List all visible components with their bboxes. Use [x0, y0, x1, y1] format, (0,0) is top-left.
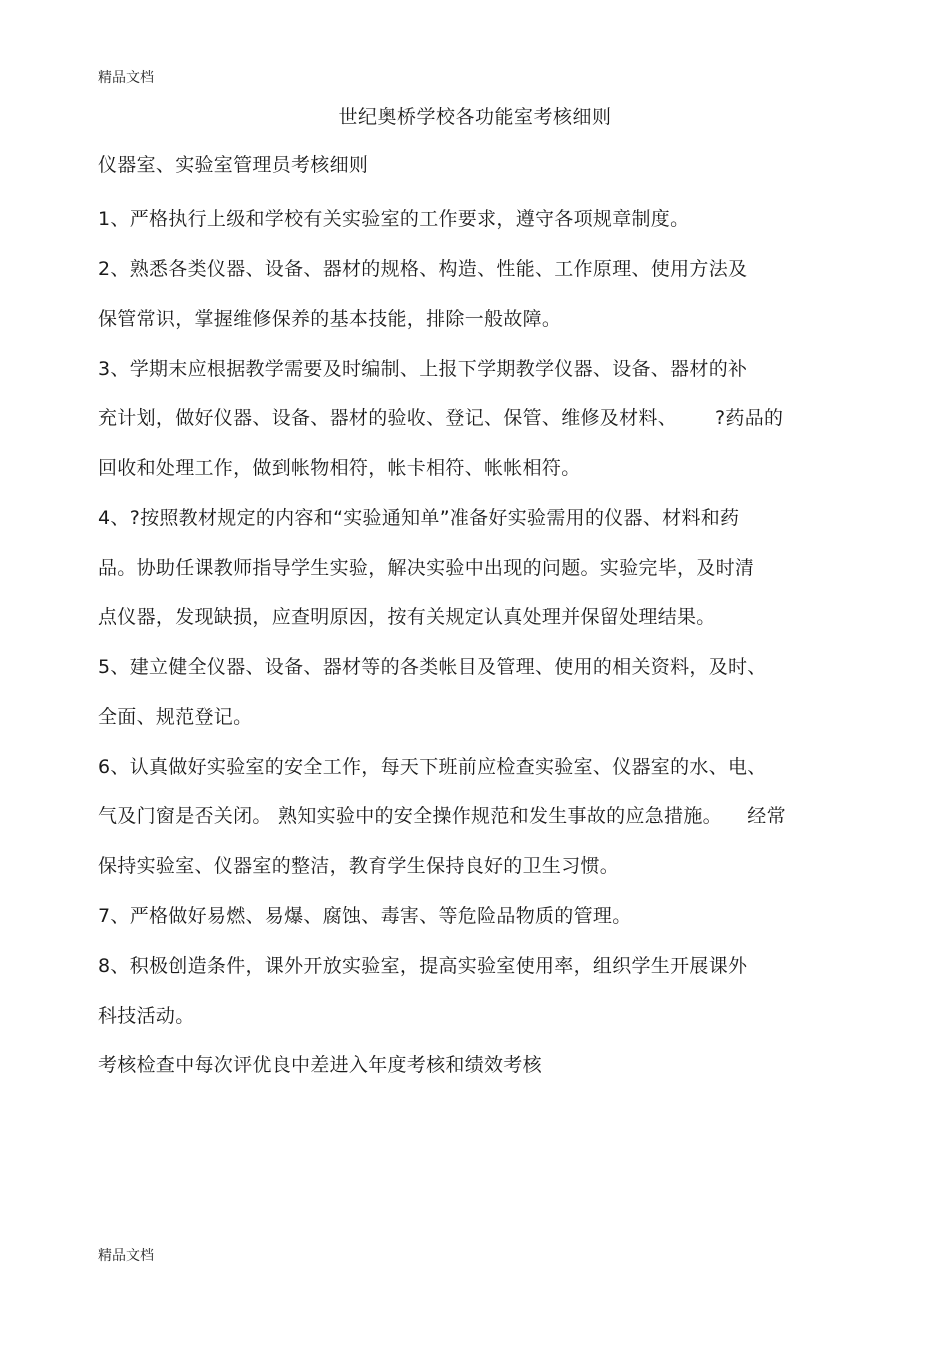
paragraph-line: 6、认真做好实验室的安全工作，每天下班前应检查实验室、仪器室的水、电、 — [98, 756, 767, 778]
paragraph-line: 2、熟悉各类仪器、设备、器材的规格、构造、性能、工作原理、使用方法及 — [98, 258, 748, 280]
paragraph-line: 充计划，做好仪器、设备、器材的验收、登记、保管、维修及材料、 ?药品的 — [98, 407, 784, 429]
paragraph-line: 点仪器，发现缺损，应查明原因，按有关规定认真处理并保留处理结果。 — [98, 606, 716, 628]
header-tag: 精品文档 — [98, 70, 154, 86]
paragraph-line: 8、积极创造条件，课外开放实验室，提高实验室使用率，组织学生开展课外 — [98, 955, 748, 977]
paragraph-line: 4、?按照教材规定的内容和“实验通知单”准备好实验需用的仪器、材料和药 — [98, 507, 740, 529]
paragraph-line: 1、严格执行上级和学校有关实验室的工作要求，遵守各项规章制度。 — [98, 208, 690, 230]
paragraph-line: 5、建立健全仪器、设备、器材等的各类帐目及管理、使用的相关资料，及时、 — [98, 656, 767, 678]
paragraph-line: 3、学期末应根据教学需要及时编制、上报下学期教学仪器、设备、器材的补 — [98, 358, 748, 380]
paragraph-line: 回收和处理工作，做到帐物相符，帐卡相符、帐帐相符。 — [98, 457, 581, 479]
paragraph-line: 科技活动。 — [98, 1005, 195, 1027]
footer-tag: 精品文档 — [98, 1248, 154, 1264]
paragraph-line: 保持实验室、仪器室的整洁，教育学生保持良好的卫生习惯。 — [98, 855, 620, 877]
paragraph-line: 全面、规范登记。 — [98, 706, 253, 728]
document-title: 世纪奥桥学校各功能室考核细则 — [338, 106, 612, 128]
paragraph-line: 保管常识，掌握维修保养的基本技能，排除一般故障。 — [98, 308, 562, 330]
paragraph-line: 7、严格做好易燃、易爆、腐蚀、毒害、等危险品物质的管理。 — [98, 905, 632, 927]
paragraph-line: 气及门窗是否关闭。 熟知实验中的安全操作规范和发生事故的应急措施。 经常 — [98, 805, 786, 827]
closing-line: 考核检查中每次评优良中差进入年度考核和绩效考核 — [98, 1054, 542, 1076]
paragraph-line: 品。协助任课教师指导学生实验，解决实验中出现的问题。实验完毕，及时清 — [98, 557, 755, 579]
section-heading: 仪器室、实验室管理员考核细则 — [98, 154, 369, 176]
